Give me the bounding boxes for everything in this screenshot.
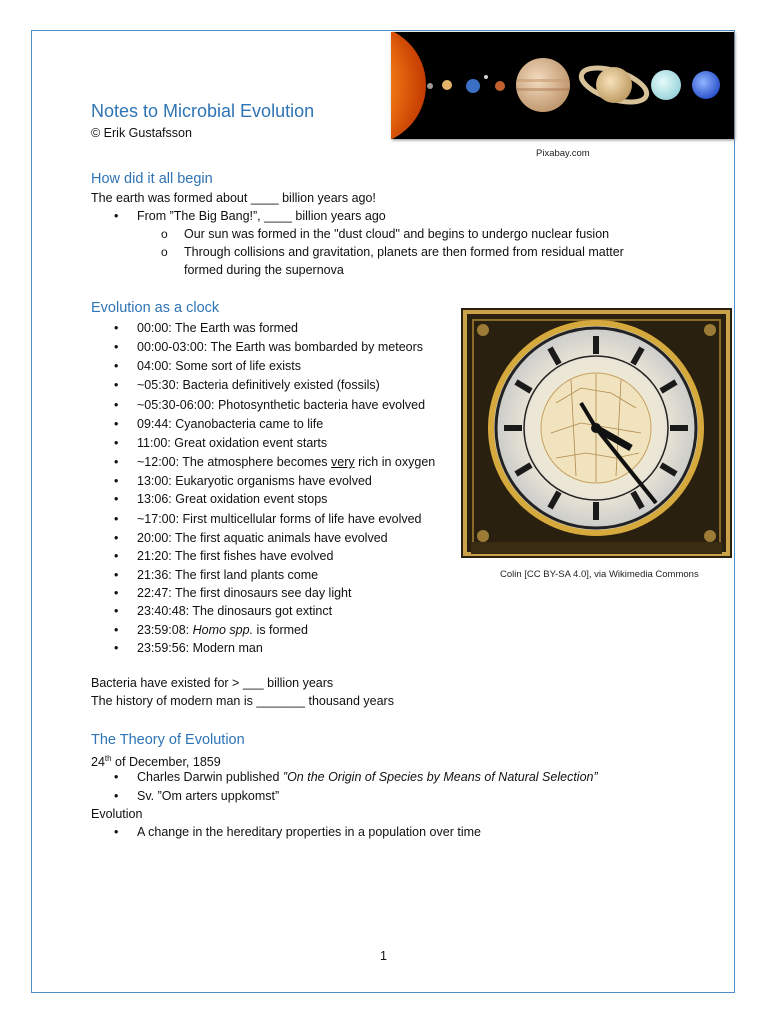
section-heading-beginning: How did it all begin [91,171,213,187]
document-title: Notes to Microbial Evolution [91,101,315,121]
bullet-marker: • [114,378,119,392]
bullet-marker: • [114,770,119,784]
bullet-marker: • [114,641,119,655]
solar-image-caption: Pixabay.com [536,148,590,159]
timeline-item-text [137,435,327,451]
date-rest: of December, 1859 [111,755,221,770]
section-heading-clock: Evolution as a clock [91,300,220,316]
timeline-item-text [137,377,380,393]
bullet-marker: • [114,436,119,450]
bullet-marker: • [114,512,119,526]
bacteria-existed-line: Bacteria have existed for > ___ billion years [91,676,334,690]
clock-face-illustration [461,308,732,558]
evolution-label: Evolution [91,807,143,821]
bullet-marker: • [114,549,119,563]
timeline-item-text [137,511,422,527]
timeline-item-label: 22:47: The first dinosaurs see day light [137,586,352,600]
timeline-item-label: 23:40:48: The dinosaurs got extinct [137,604,333,618]
timeline-item-text [137,473,372,489]
list-item-text [137,769,598,785]
solar-system-illustration [391,32,734,139]
timeline-item-label: 23:59:08: [137,623,193,637]
bullet-marker: • [114,586,119,600]
modern-man-history-line: The history of modern man is _______ thousand years [91,694,394,708]
list-item-text: A change in the hereditary properties in a population over time [137,825,481,839]
timeline-item-label: 20:00: The first aquatic animals have evolved [137,531,388,545]
timeline-item-text [137,339,423,355]
bullet-marker: • [114,455,119,469]
timeline-item-text [137,454,435,470]
timeline-item-label: 11:00: Great oxidation event starts [137,436,328,450]
timeline-item-text [137,548,333,564]
timeline-item-tail: rich in oxygen [354,455,436,469]
clock-image [461,308,732,558]
timeline-item-text [137,585,351,601]
bullet-marker: • [114,340,119,354]
timeline-item-label: 13:06: Great oxidation event stops [137,492,328,506]
timeline-item-label: 21:36: The first land plants come [137,568,319,582]
timeline-item-label: ~17:00: First multicellular forms of life have evolved [137,512,422,526]
darwin-published-text: Charles Darwin published [137,770,283,784]
sub-bullet-marker: o [161,245,168,259]
bullet-marker: • [114,321,119,335]
timeline-item-label: 09:44: Cyanobacteria came to life [137,417,324,431]
timeline-item-label: ~12:00: The atmosphere becomes [137,455,331,469]
timeline-item-label: 13:00: Eukaryotic organisms have evolved [137,474,372,488]
timeline-item-text [137,603,332,619]
date-ordinal: th [104,754,112,763]
timeline-item-text [137,530,388,546]
timeline-item-label: 00:00-03:00: The Earth was bombarded by meteors [137,340,424,354]
bullet-marker: • [114,398,119,412]
sub-list-item-continuation: formed during the supernova [184,263,344,277]
timeline-item-label: 00:00: The Earth was formed [137,321,298,335]
timeline-item-tail: is formed [253,623,308,637]
sub-list-item-text: Through collisions and gravitation, planets are then formed from residual matter [184,245,624,259]
date-day: 24 [91,755,105,770]
bullet-marker: • [114,825,119,839]
sub-bullet-marker: o [161,227,168,241]
timeline-item-text [137,397,425,413]
timeline-item-text [137,640,263,656]
bullet-marker: • [114,604,119,618]
bullet-marker: • [114,492,119,506]
timeline-item-label: 04:00: Some sort of life exists [137,359,301,373]
bullet-marker: • [114,568,119,582]
timeline-item-label: ~05:30-06:00: Photosynthetic bacteria have evolved [137,398,426,412]
timeline-item-label: ~05:30: Bacteria definitively existed (fossils) [137,378,380,392]
timeline-item-label: 23:59:56: Modern man [137,641,263,655]
date-line [91,751,221,770]
bullet-marker: • [114,359,119,373]
timeline-item-text [137,320,298,336]
sub-list-item-text: Our sun was formed in the "dust cloud" and begins to undergo nuclear fusion [184,227,610,241]
species-name: Homo spp. [192,623,254,637]
list-item-text: From ”The Big Bang!”, ____ billion years ago [137,209,386,223]
timeline-item-text [137,416,323,432]
clock-image-caption: Colin [CC BY-SA 4.0], via Wikimedia Commons [500,569,699,580]
timeline-item-label: 21:20: The first fishes have evolved [137,549,334,563]
author-line: © Erik Gustafsson [91,126,192,140]
bullet-marker: • [114,417,119,431]
timeline-item-text [137,567,318,583]
emphasis-very: very [331,455,355,469]
bullet-marker: • [114,474,119,488]
bullet-marker: • [114,789,119,803]
timeline-item-text [137,491,327,507]
section-heading-theory: The Theory of Evolution [91,732,245,748]
earth-formed-line: The earth was formed about ____ billion years ago! [91,191,376,205]
solar-system-image [391,32,734,139]
list-item-text: Sv. ”Om arters uppkomst” [137,789,280,803]
timeline-item-text [137,358,301,374]
bullet-marker: • [114,623,119,637]
bullet-marker: • [114,531,119,545]
page-number: 1 [380,949,387,963]
book-title: ”On the Origin of Species by Means of Natural Selection” [282,770,598,784]
bullet-marker: • [114,209,119,223]
timeline-item-text [137,622,308,638]
